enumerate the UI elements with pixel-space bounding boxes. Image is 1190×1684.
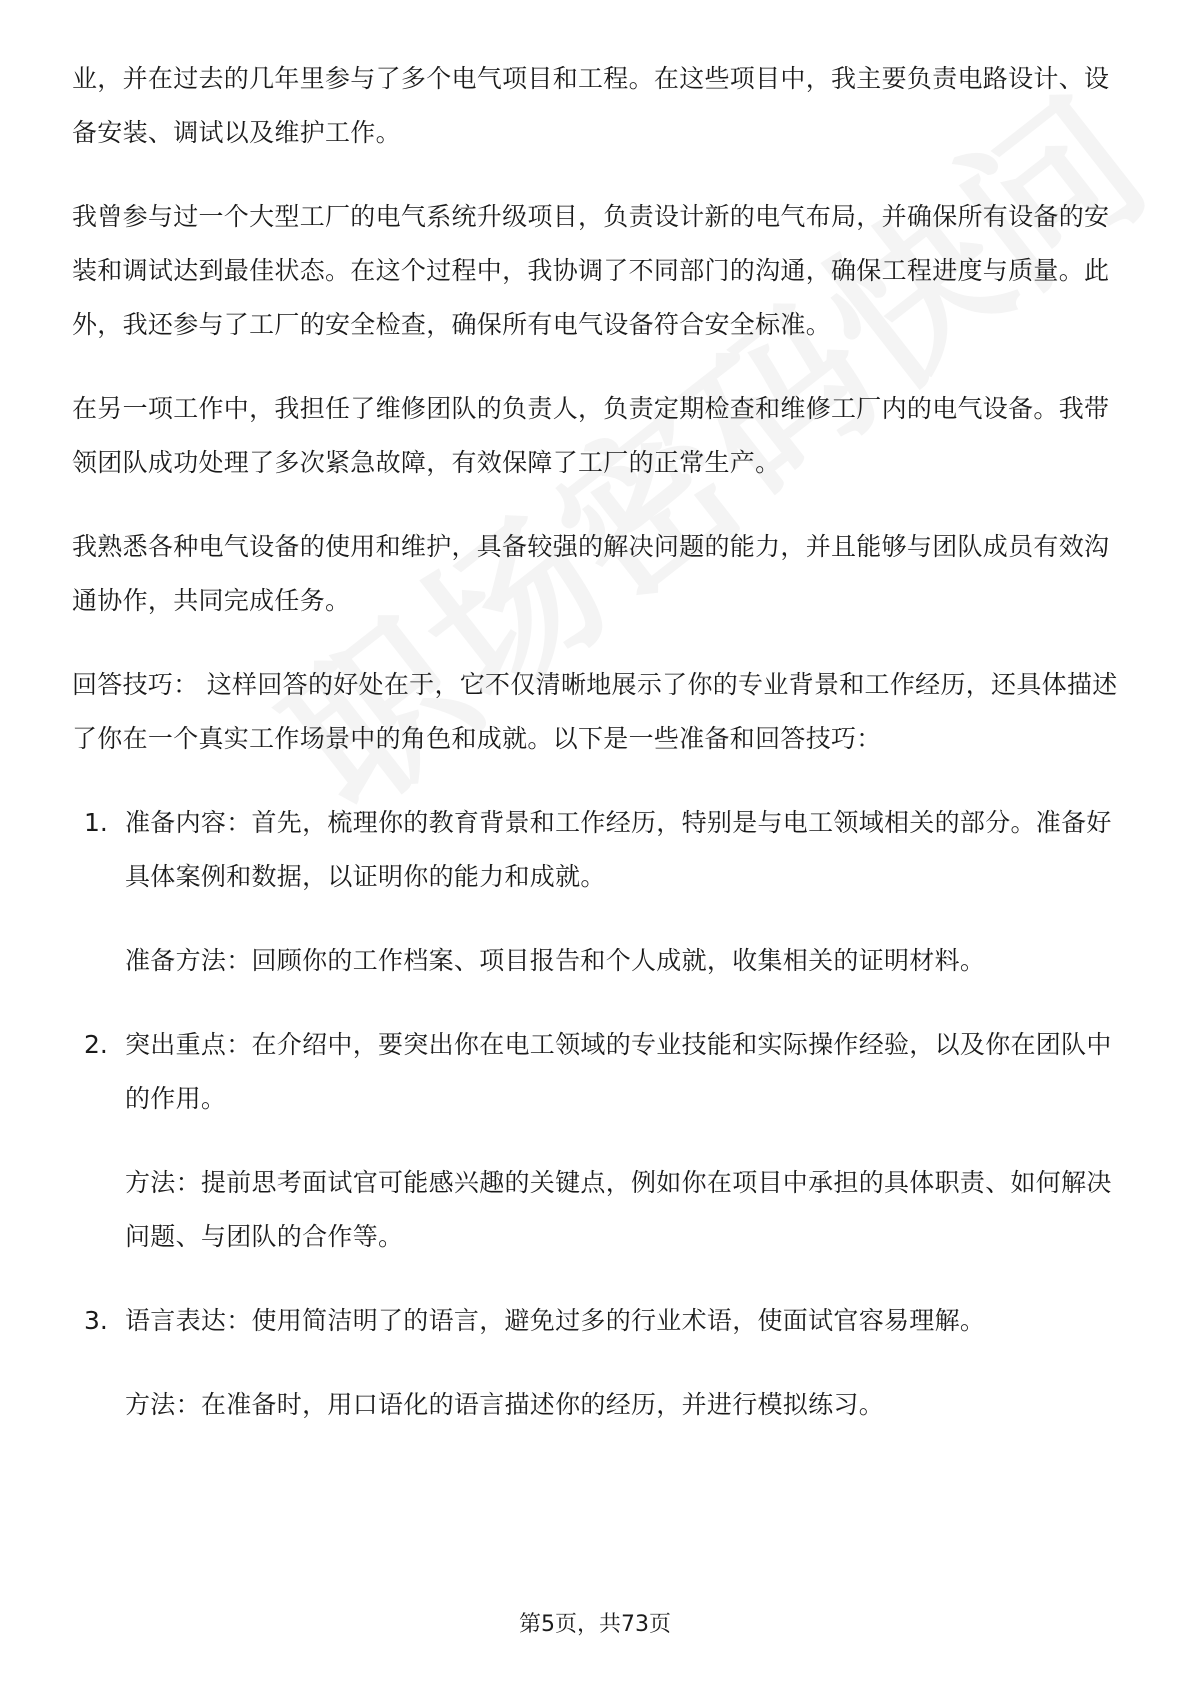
list-item-main: 语言表达：使用简洁明了的语言，避免过多的行业术语，使面试官容易理解。 — [125, 1306, 986, 1335]
list-item-sub: 方法：在准备时，用口语化的语言描述你的经历，并进行模拟练习。 — [125, 1390, 885, 1419]
paragraph-experience-intro: 业，并在过去的几年里参与了多个电气项目和工程。在这些项目中，我主要负责电路设计、设备安装、调试以及维护工作。 — [72, 64, 1110, 147]
list-item — [72, 1294, 1118, 1432]
list-item — [72, 796, 1118, 988]
list-item-sub: 方法：提前思考面试官可能感兴趣的关键点，例如你在项目中承担的具体职责、如何解决问题、与团队的合作等。 — [125, 1168, 1112, 1251]
paragraph-answer-tips: 回答技巧： 这样回答的好处在于，它不仅清晰地展示了你的专业背景和工作经历，还具体描述了你在一个真实工作场景中的角色和成就。以下是一些准备和回答技巧： — [72, 670, 1118, 753]
list-item — [72, 1018, 1118, 1264]
list-number: 2. — [84, 1030, 108, 1059]
list-number: 3. — [84, 1306, 108, 1335]
list-item-main: 准备内容：首先，梳理你的教育背景和工作经历，特别是与电工领域相关的部分。准备好具体案例和数据，以证明你的能力和成就。 — [125, 808, 1112, 891]
paragraph-maintenance-team: 在另一项工作中，我担任了维修团队的负责人，负责定期检查和维修工厂内的电气设备。我带领团队成功处理了多次紧急故障，有效保障了工厂的正常生产。 — [72, 394, 1110, 477]
tips-list — [72, 796, 1118, 1432]
paragraph-skills: 我熟悉各种电气设备的使用和维护，具备较强的解决问题的能力，并且能够与团队成员有效沟通协作，共同完成任务。 — [72, 532, 1110, 615]
paragraph-factory-upgrade: 我曾参与过一个大型工厂的电气系统升级项目，负责设计新的电气布局，并确保所有设备的安装和调试达到最佳状态。在这个过程中，我协调了不同部门的沟通，确保工程进度与质量。此外，我还参与了工厂的安全检查，确保所有电气设备符合安全标准。 — [72, 202, 1110, 339]
page-content — [72, 52, 1118, 1462]
list-number: 1. — [84, 808, 108, 837]
list-item-sub: 准备方法：回顾你的工作档案、项目报告和个人成就，收集相关的证明材料。 — [125, 946, 986, 975]
page-footer: 第5页，共73页 — [519, 1612, 671, 1637]
list-item-main: 突出重点：在介绍中，要突出你在电工领域的专业技能和实际操作经验，以及你在团队中的作用。 — [125, 1030, 1112, 1113]
